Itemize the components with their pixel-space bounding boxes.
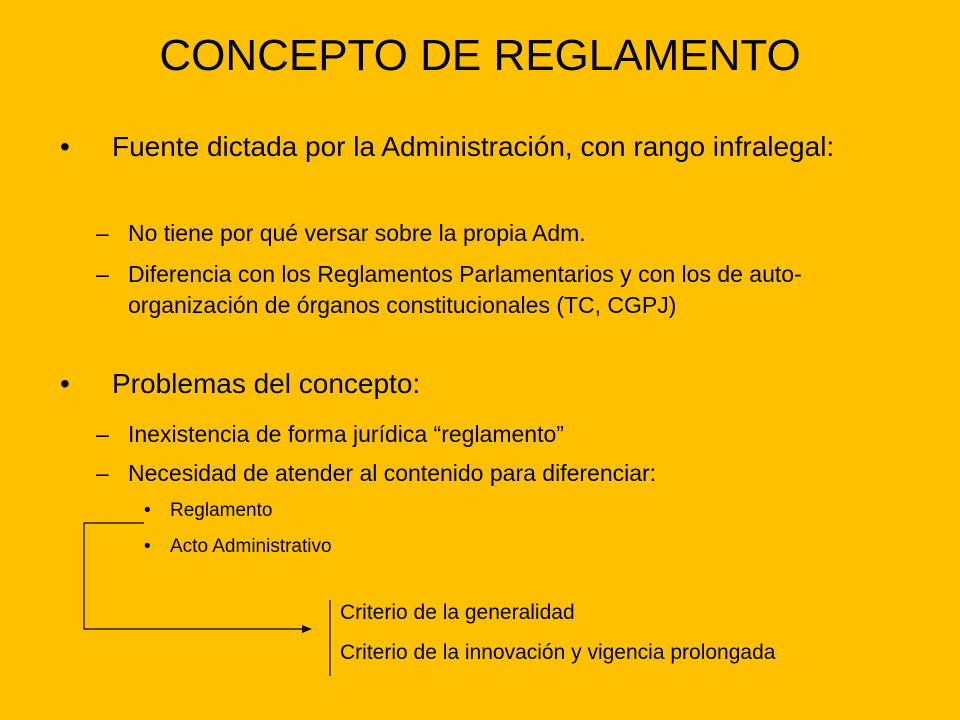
sub-bullet-text: Necesidad de atender al contenido para diferenciar:	[128, 460, 657, 486]
bullet-marker: •	[144, 500, 151, 521]
dash-marker: –	[96, 220, 109, 246]
slide-title: CONCEPTO DE REGLAMENTO	[159, 31, 801, 80]
sub-bullet-text: No tiene por qué versar sobre la propia Adm.	[128, 220, 586, 246]
dash-marker: –	[96, 421, 109, 447]
bullet-marker: •	[144, 536, 151, 557]
sub-sub-bullet-text: Reglamento	[170, 500, 273, 521]
arrow-head	[302, 625, 312, 633]
sub-bullet-text: Inexistencia de forma jurídica “reglamento”	[128, 421, 564, 447]
dash-marker: –	[96, 460, 109, 486]
bullet-marker: •	[60, 131, 70, 162]
bullet-text: Problemas del concepto:	[112, 368, 421, 399]
sub-sub-bullet-text: Acto Administrativo	[170, 536, 332, 557]
criteria-item: Criterio de la innovación y vigencia prolongada	[340, 641, 776, 664]
bullet-marker: •	[60, 368, 70, 399]
bracket-line	[84, 523, 306, 629]
sub-bullet-text: Diferencia con los Reglamentos Parlamentarios y con los de auto-organización de órganos constitucionales (TC, CGPJ)	[128, 261, 802, 318]
criteria-item: Criterio de la generalidad	[340, 601, 575, 624]
bullet-text: Fuente dictada por la Administración, con rango infralegal:	[112, 131, 835, 162]
dash-marker: –	[96, 261, 109, 287]
